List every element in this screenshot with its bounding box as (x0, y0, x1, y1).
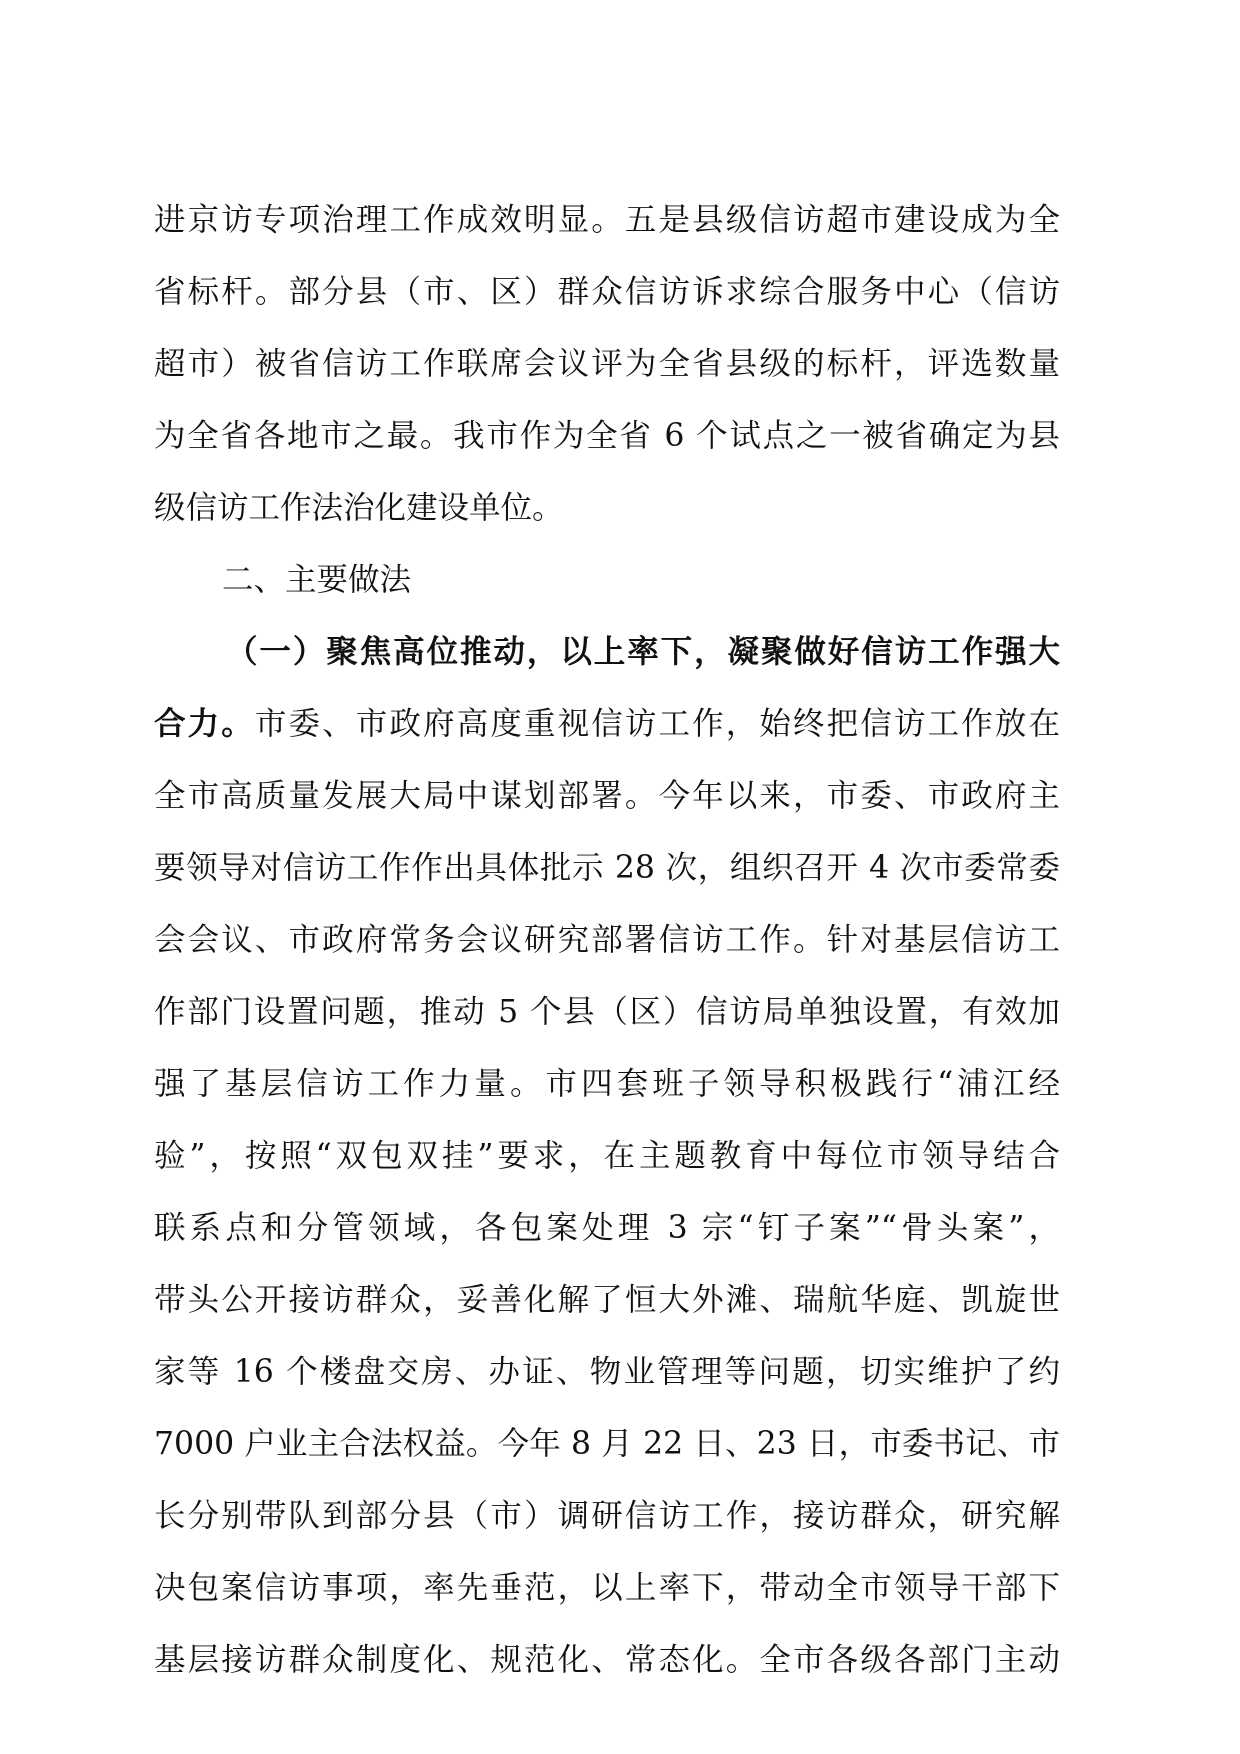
subsection-first-line-text: 市委、市政府高度重视信访工作，始终把信访工作放在 (254, 706, 1060, 742)
section-heading: 二、主要做法 (222, 562, 412, 598)
paragraph-line: 全市高质量发展大局中谋划部署。今年以来，市委、市政府主 (154, 778, 1060, 814)
paragraph-line: 超市）被省信访工作联席会议评为全省县级的标杆，评选数量 (154, 346, 1060, 382)
document-page (154, 184, 1060, 1696)
paragraph-line: 会会议、市政府常务会议研究部署信访工作。针对基层信访工 (154, 922, 1060, 958)
subsection-title: （一）聚焦高位推动，以上率下，凝聚做好信访工作强大 (226, 633, 1060, 670)
paragraph-line: 7000 户业主合法权益。今年 8 月 22 日、23 日，市委书记、市 (154, 1426, 1060, 1462)
paragraph-line: 基层接访群众制度化、规范化、常态化。全市各级各部门主动 (154, 1642, 1060, 1678)
paragraph-line: 带头公开接访群众，妥善化解了恒大外滩、瑞航华庭、凯旋世 (154, 1282, 1060, 1318)
paragraph-line: 省标杆。部分县（市、区）群众信访诉求综合服务中心（信访 (154, 274, 1060, 310)
paragraph-line: 要领导对信访工作作出具体批示 28 次，组织召开 4 次市委常委 (154, 850, 1060, 886)
paragraph-line: 验”，按照“双包双挂”要求，在主题教育中每位市领导结合 (154, 1138, 1060, 1174)
paragraph-line: 为全省各地市之最。我市作为全省 6 个试点之一被省确定为县 (154, 418, 1060, 454)
paragraph-line: 级信访工作法治化建设单位。 (154, 490, 564, 526)
paragraph-line: 强了基层信访工作力量。市四套班子领导积极践行“浦江经 (154, 1066, 1060, 1102)
paragraph-line: 联系点和分管领域，各包案处理 3 宗“钉子案”“骨头案”， (154, 1210, 1060, 1246)
paragraph-line: 长分别带队到部分县（市）调研信访工作，接访群众，研究解 (154, 1498, 1060, 1534)
subsection-title-end: 合力。 (154, 705, 255, 742)
paragraph-line: 进京访专项治理工作成效明显。五是县级信访超市建设成为全 (154, 202, 1060, 238)
subsection-first-line (154, 688, 1060, 760)
paragraph-line: 作部门设置问题，推动 5 个县（区）信访局单独设置，有效加 (154, 994, 1060, 1030)
paragraph-line: 决包案信访事项，率先垂范，以上率下，带动全市领导干部下 (154, 1570, 1060, 1606)
paragraph-line: 家等 16 个楼盘交房、办证、物业管理等问题，切实维护了约 (154, 1354, 1060, 1390)
